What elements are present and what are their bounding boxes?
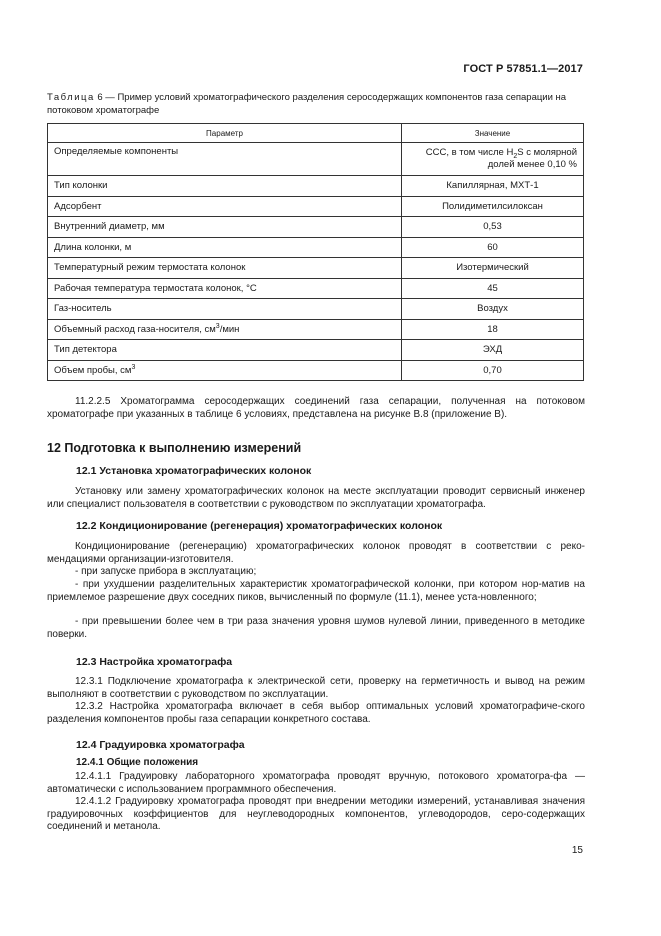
table-cell-param: Адсорбент: [48, 196, 402, 217]
paragraph-12-4-1-2: 12.4.1.2 Градуировку хроматографа проводят при внедрении методики измерений, устанавливая значения градуировочных коэффициентов для неуглеводородных компонентов, углеводородов, серо-содержащих соединений и метанола.: [47, 796, 585, 832]
table-row: [48, 196, 584, 217]
table-cell-param: Тип детектора: [48, 340, 402, 361]
table-cell-param: Длина колонки, м: [48, 237, 402, 258]
table-caption-text: 6 — Пример условий хроматографического разделения серосодержащих компонентов газа сепарации на потоковом хроматографе: [47, 92, 567, 116]
bullet-item: - при запуске прибора в эксплуатацию;: [75, 566, 257, 577]
table-cell-value: Полидиметилсилоксан: [402, 196, 584, 217]
table-row: [48, 143, 584, 176]
page-number: 15: [571, 845, 583, 856]
table-cell-param: Внутренний диаметр, мм: [48, 217, 402, 238]
parameters-table: [47, 123, 584, 381]
table-row: [48, 258, 584, 279]
table-cell-param: [48, 319, 402, 340]
table-row: [48, 217, 584, 238]
bullet-item: - при ухудшении разделительных характеристик хроматографической колонки, при котором нор-матив на приемлемое разрешение двух соседних пиков, вычисленный по формуле (11.1), менее уста-новленного;: [47, 579, 585, 603]
paragraph-12-3-2: 12.3.2 Настройка хроматографа включает в себя выбор оптимальных условий хроматографиче-ского разделения компонентов пробы газа сепарации конкретного состава.: [47, 701, 585, 725]
table-row: [48, 360, 584, 381]
value-subscript: 2: [513, 152, 518, 160]
column-header-value: Значение: [402, 124, 584, 143]
table-caption-label: Таблица: [47, 92, 95, 103]
param-superscript: 3: [131, 363, 136, 371]
table-header-row: [48, 124, 584, 143]
table-cell-param: Газ-носитель: [48, 299, 402, 320]
table-row: [48, 319, 584, 340]
table-cell-value: Капиллярная, МХТ-1: [402, 176, 584, 197]
table-cell-param: [48, 360, 402, 381]
table-cell-value: Воздух: [402, 299, 584, 320]
section-12-2-paragraph: Кондиционирование (регенерацию) хроматографических колонок проводят в соответствии с реко-мендациями организации-изготовителя.: [47, 541, 585, 565]
section-12-3-title: 12.3 Настройка хроматографа: [76, 656, 233, 668]
table-row: [48, 299, 584, 320]
document-header: ГОСТ Р 57851.1—2017: [463, 63, 583, 75]
table-cell-param: Температурный режим термостата колонок: [48, 258, 402, 279]
value-part: ССС, в том числе H: [425, 147, 514, 158]
table-row: [48, 237, 584, 258]
param-part: /мин: [219, 323, 240, 335]
param-part: Объем пробы, см: [54, 364, 132, 376]
table-cell-param: Рабочая температура термостата колонок, °С: [48, 278, 402, 299]
table-cell-value: ЭХД: [402, 340, 584, 361]
section-12-4-title: 12.4 Градуировка хроматографа: [76, 739, 245, 751]
section-12-1-title: 12.1 Установка хроматографических колонок: [76, 465, 312, 477]
section-12-1-paragraph: Установку или замену хроматографических колонок на месте эксплуатации проводит сервисный инженер или специалист пользователя в соответствии с руководством по эксплуатации хроматографа.: [47, 486, 585, 510]
paragraph-12-3-1: 12.3.1 Подключение хроматографа к электрической сети, проверку на герметичность и вывод на режим выполняют в соответствии с руководством по эксплуатации.: [47, 676, 585, 700]
table-cell-value: 60: [402, 237, 584, 258]
section-12-title: 12 Подготовка к выполнению измерений: [47, 441, 302, 455]
table-cell-value: [402, 143, 584, 176]
table-cell-value: Изотермический: [402, 258, 584, 279]
table-cell-param: Определяемые компоненты: [48, 143, 402, 176]
table-cell-value: 0,70: [402, 360, 584, 381]
section-12-4-1-title: 12.4.1 Общие положения: [76, 757, 199, 768]
param-superscript: 3: [215, 322, 220, 330]
param-part: Объемный расход газа-носителя, см: [54, 323, 216, 335]
table-row: [48, 340, 584, 361]
column-header-parameter: Параметр: [48, 124, 402, 143]
value-part: S с молярной: [517, 147, 577, 158]
table-caption: [47, 92, 585, 117]
value-part: долей менее 0,10 %: [487, 159, 577, 170]
table-cell-value: 45: [402, 278, 584, 299]
table-cell-param: Тип колонки: [48, 176, 402, 197]
table-cell-value: 18: [402, 319, 584, 340]
table-row: [48, 176, 584, 197]
bullet-item: - при превышении более чем в три раза значения уровня шумов нулевой линии, приведенного в методике поверки.: [47, 616, 585, 640]
table-row: [48, 278, 584, 299]
section-12-2-title: 12.2 Кондиционирование (регенерация) хроматографических колонок: [76, 520, 443, 532]
paragraph-12-4-1-1: 12.4.1.1 Градуировку лабораторного хроматографа проводят вручную, потокового хроматогра-фа — автоматически с использованием программного обеспечения.: [47, 771, 585, 795]
table-cell-value: 0,53: [402, 217, 584, 238]
paragraph-11225: 11.2.2.5 Хроматограмма серосодержащих соединений газа сепарации, полученная на потоковом хроматографе при указанных в таблице 6 условиях, представлена на рисунке В.8 (приложение В).: [47, 396, 585, 420]
